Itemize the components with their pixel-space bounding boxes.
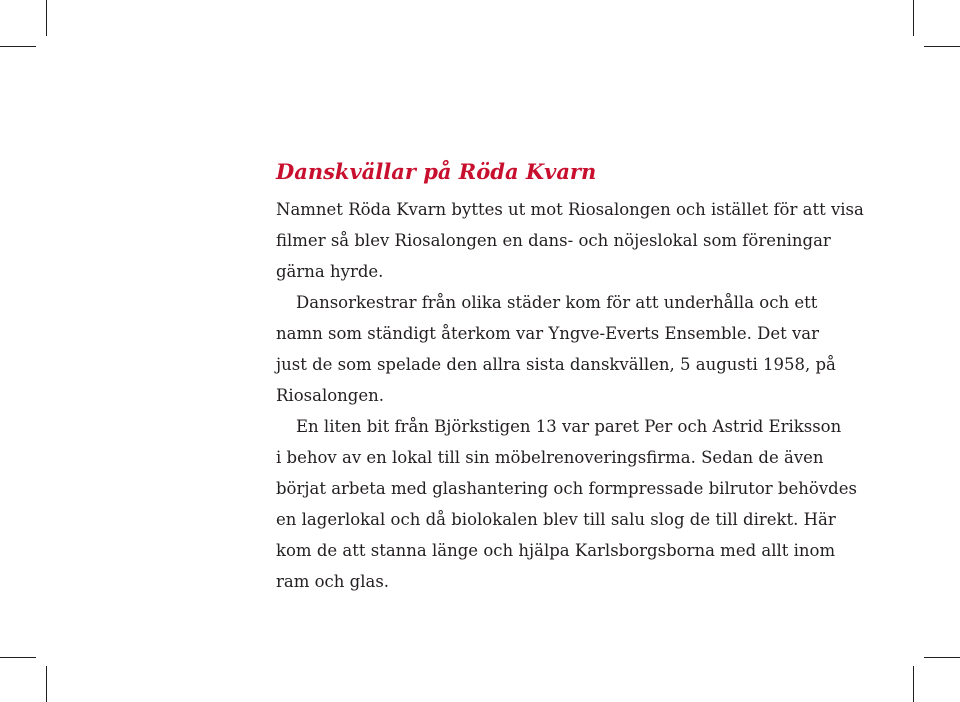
page-title: Danskvällar på Röda Kvarn <box>276 159 597 184</box>
crop-mark-top-left-horizontal <box>0 46 36 47</box>
text-line: namn som ständigt återkom var Yngve-Everts Ensemble. Det var <box>276 324 820 343</box>
crop-mark-bottom-left-vertical <box>46 666 47 702</box>
crop-mark-bottom-left-horizontal <box>0 657 36 658</box>
crop-mark-top-right-vertical <box>913 0 914 36</box>
text-line: filmer så blev Riosalongen en dans- och nöjeslokal som föreningar <box>276 231 831 250</box>
text-line: En liten bit från Björkstigen 13 var paret Per och Astrid Eriksson <box>296 417 842 436</box>
text-line: Dansorkestrar från olika städer kom för att underhålla och ett <box>296 293 818 312</box>
text-line: i behov av en lokal till sin möbelrenoveringsfirma. Sedan de även <box>276 448 824 467</box>
crop-mark-bottom-right-horizontal <box>924 657 960 658</box>
crop-mark-bottom-right-vertical <box>913 666 914 702</box>
crop-mark-top-right-horizontal <box>924 46 960 47</box>
crop-mark-top-left-vertical <box>46 0 47 36</box>
text-line: Riosalongen. <box>276 386 384 405</box>
text-line: börjat arbeta med glashantering och formpressade bilrutor behövdes <box>276 479 857 498</box>
body-text <box>276 194 864 597</box>
text-line: just de som spelade den allra sista danskvällen, 5 augusti 1958, på <box>276 355 836 374</box>
text-line: kom de att stanna länge och hjälpa Karlsborgsborna med allt inom <box>276 541 836 560</box>
text-line: ram och glas. <box>276 572 390 591</box>
text-line: en lagerlokal och då biolokalen blev till salu slog de till direkt. Här <box>276 510 836 529</box>
text-line: Namnet Röda Kvarn byttes ut mot Riosalongen och istället för att visa <box>276 200 864 219</box>
text-line: gärna hyrde. <box>276 262 384 281</box>
